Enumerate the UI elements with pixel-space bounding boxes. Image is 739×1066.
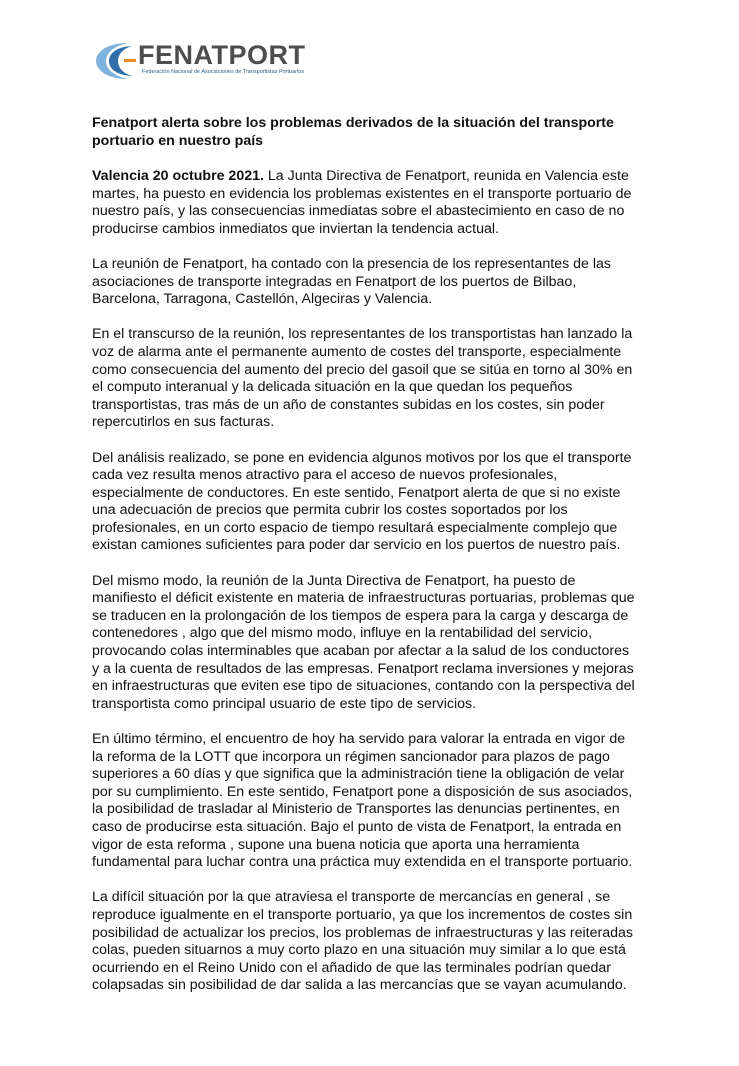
article-paragraph-7: La difícil situación por la que atraviesa el transporte de mercancías en general , se reproduce igualmente en el transporte portuario, ya que los incrementos de costes sin posibilidad de actualizar los precios, los problemas de infraestructuras y las reiteradas colas, pueden situarnos a muy corto plazo en una situación muy similar a lo que está ocurriendo en el Reino Unido con el añadido de que las terminales podrían quedar colapsadas sin posibilidad de dar salida a las mercancías que se vayan acumulando.: [92, 889, 633, 994]
article-paragraph-5: Del mismo modo, la reunión de la Junta Directiva de Fenatport, ha puesto de manifiesto el déficit existente en materia de infraestructuras portuarias, problemas que se traducen en la prolongación de los tiempos de espera para la carga y descarga de contenedores , algo que del mismo modo, influye en la rentabilidad del servicio, provocando colas interminables que acaban por afectar a la salud de los conductores y a la cuenta de resultados de las empresas. Fenatport reclama inversiones y mejoras en infraestructuras que eviten ese tipo de situaciones, contando con la perspectiva del transportista como principal usuario de este tipo de servicios.: [92, 572, 635, 712]
logo-swoosh-icon: [92, 40, 144, 82]
dateline: Valencia 20 octubre 2021.: [92, 168, 264, 184]
article-paragraph-6: En último término, el encuentro de hoy ha servido para valorar la entrada en vigor de la reforma de la LOTT que incorpora un régimen sancionador para plazos de pago superiores a 60 días y que significa que la administración tiene la obligación de velar por su cumplimiento. En este sentido, Fenatport pone a disposición de sus asociados, la posibilidad de trasladar al Ministerio de Transportes las denuncias pertinentes, en caso de producirse esta situación. Bajo el punto de vista de Fenatport, la entrada en vigor de esta reforma , supone una buena noticia que aporta una herramienta fundamental para luchar contra una práctica muy extendida en el transporte portuario.: [92, 731, 633, 871]
article: [92, 114, 640, 1013]
article-title: Fenatport alerta sobre los problemas derivados de la situación del transporte portuario en nuestro país: [92, 115, 614, 149]
article-paragraph-1: [92, 168, 640, 238]
logo-wordmark: FENATPORT: [138, 40, 306, 70]
article-paragraph-3: En el transcurso de la reunión, los representantes de los transportistas han lanzado la voz de alarma ante el permanente aumento de costes del transporte, especialmente como consecuencia del aumento del precio del gasoil que se sitúa en torno al 30% en el computo interanual y la delicada situación en la que quedan los pequeños transportistas, tras más de un año de constantes subidas en los costes, sin poder repercutirlos en sus facturas.: [92, 326, 633, 431]
article-paragraph-2: La reunión de Fenatport, ha contado con la presencia de los representantes de las asociaciones de transporte integradas en Fenatport de los puertos de Bilbao, Barcelona, Tarragona, Castellón, Algeciras y Valencia.: [92, 255, 611, 308]
paragraph-text: La Junta Directiva de Fenatport, reunida en Valencia este martes, ha puesto en evidencia los problemas existentes en el transporte portuario de nuestro país, y las consecuencias inmediatas sobre el abastecimiento en caso de no producirse cambios inmediatos que inviertan la tendencia actual.: [92, 168, 632, 237]
logo-subtitle: Federación Nacional de Asociaciones de Transportistas Portuarios: [142, 69, 305, 75]
article-paragraph-4: Del análisis realizado, se pone en evidencia algunos motivos por los que el transporte cada vez resulta menos atractivo para el acceso de nuevos profesionales, especialmente de conductores. En este sentido, Fenatport alerta de que si no existe una adecuación de precios que permita cubrir los costes soportados por los profesionales, en un corto espacio de tiempo resultará especialmente complejo que existan camiones suficientes para poder dar servicio en los puertos de nuestro país.: [92, 449, 632, 554]
fenatport-logo: [92, 38, 306, 84]
